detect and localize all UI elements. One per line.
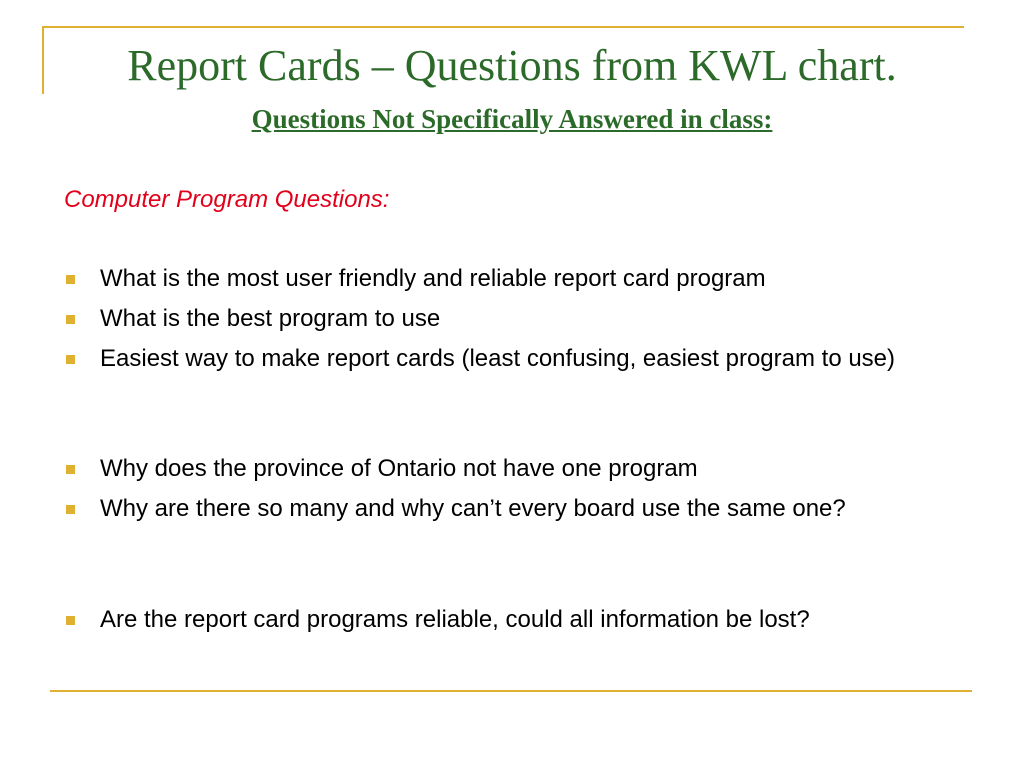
square-bullet-icon <box>66 616 75 625</box>
list-item-text: Why are there so many and why can’t every board use the same one? <box>100 495 846 522</box>
list-item <box>100 263 960 294</box>
square-bullet-icon <box>66 315 75 324</box>
slide-subtitle: Questions Not Specifically Answered in class: <box>251 104 773 134</box>
square-bullet-icon <box>66 355 75 364</box>
bottom-border-line <box>50 690 972 692</box>
list-item <box>100 604 940 635</box>
list-item <box>100 453 960 484</box>
square-bullet-icon <box>66 465 75 474</box>
list-item <box>100 493 960 524</box>
list-item <box>100 343 900 374</box>
square-bullet-icon <box>66 505 75 514</box>
list-item-text: What is the best program to use <box>100 305 441 332</box>
section-heading: Computer Program Questions: <box>64 186 390 213</box>
list-item-text: Easiest way to make report cards (least confusing, easiest program to use) <box>100 345 896 372</box>
list-item-text: What is the most user friendly and reliable report card program <box>100 265 766 292</box>
list-item <box>100 303 960 334</box>
list-item-text: Are the report card programs reliable, could all information be lost? <box>100 606 810 633</box>
square-bullet-icon <box>66 275 75 284</box>
list-item-text: Why does the province of Ontario not have one program <box>100 455 698 482</box>
slide-title: Report Cards – Questions from KWL chart. <box>127 41 897 90</box>
